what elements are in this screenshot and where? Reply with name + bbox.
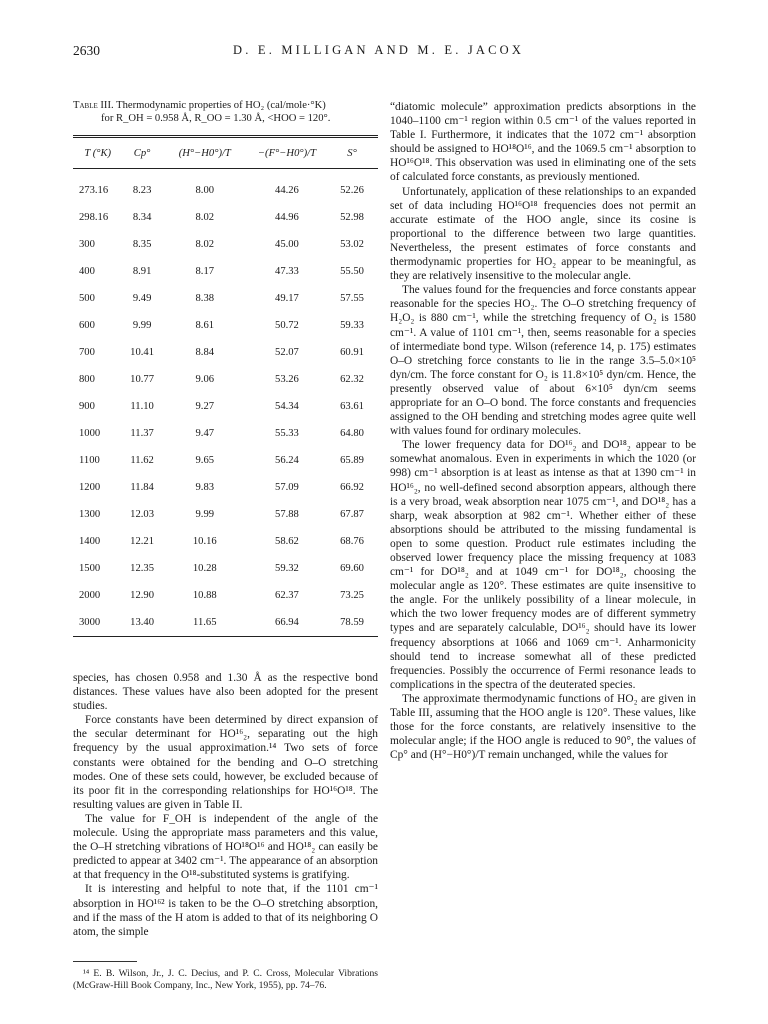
table-cell: 8.00 [195, 185, 215, 196]
table-header-row [73, 137, 378, 169]
column-header: −(F°−H0°)/T [257, 147, 316, 159]
table-cell: 53.02 [340, 239, 364, 250]
table-cell: 8.61 [195, 320, 215, 331]
table-cell: 63.61 [340, 401, 364, 412]
table-cell: 73.25 [340, 590, 364, 601]
table-cell: 8.91 [132, 266, 152, 277]
table-cell: 11.84 [130, 482, 154, 493]
table-cell: 12.90 [130, 590, 155, 601]
table-cell: 9.27 [195, 401, 215, 412]
table-cell: 9.06 [195, 374, 215, 385]
table-row [73, 555, 378, 582]
table-cell: 67.87 [340, 509, 364, 520]
column-header: Cp° [133, 147, 151, 159]
table-row [73, 420, 378, 447]
table-cell: 8.84 [195, 347, 215, 358]
table-row [73, 447, 378, 474]
table-cell: 58.62 [275, 536, 299, 547]
table-cell: 56.24 [275, 455, 299, 466]
paragraph: Force constants have been determined by direct expansion of the secular determinant for HO¹⁶₂, separating out the high frequency by the usual approximation.¹⁴ Two sets of force constants were obtained for the bending and O–O stretching modes. One of these sets could, however, be excluded because of its poor fit in the corresponding relationships for HO¹⁶O¹⁸. The resulting values are given in Table II. [73, 714, 378, 811]
table-cell: 1300 [79, 509, 101, 520]
table-cell: 2000 [79, 590, 101, 601]
table-cell: 59.33 [340, 320, 364, 331]
table-cell: 65.89 [340, 455, 364, 466]
table-label: Table III. [73, 100, 114, 111]
table-cell: 52.26 [340, 185, 364, 196]
table-caption [73, 100, 378, 125]
table-cell: 1400 [79, 536, 101, 547]
column-header: (H°−H0°)/T [178, 147, 231, 159]
table-cell: 298.16 [79, 212, 109, 223]
table-cell: 9.83 [195, 482, 215, 493]
paragraph: The values found for the frequencies and force constants appear reasonable for the species HO₂. The O–O stretching frequency of H₂O₂ is 880 cm⁻¹, while the stretching frequency of O₂ is 1580 cm⁻¹. A value of 1101 cm⁻¹, then, seems reasonable for a species of intermediate bond type. Wilson (reference 14, p. 175) estimates O–O stretching force constants to lie in the range 3.5–5.0×10⁵ dyn/cm. The force constant for O₂ is 11.8×10⁵ dyn/cm. Hence, the presently observed value of about 6×10⁵ dyn/cm seems appropriate for an O–O bond. The force constants and frequencies assigned to the OH bending and stretching modes agree quite well with values found for ordinary molecules. [390, 284, 696, 438]
table-caption-line1: Thermodynamic properties of HO₂ (cal/mole·°K) [116, 100, 326, 111]
table-cell: 10.16 [192, 536, 217, 547]
table-cell: 60.91 [340, 347, 364, 358]
table-cell: 52.07 [275, 347, 299, 358]
running-title: D. E. MILLIGAN AND M. E. JACOX [233, 43, 525, 57]
table-cell: 10.28 [192, 563, 217, 574]
table-row [73, 474, 378, 501]
table-cell: 66.94 [275, 617, 299, 628]
table-cell: 10.77 [130, 374, 155, 385]
table-cell: 47.33 [275, 266, 299, 277]
table-row [73, 393, 378, 420]
table-cell: 10.88 [192, 590, 217, 601]
table-cell: 62.37 [275, 590, 299, 601]
table-cell: 12.21 [130, 536, 155, 547]
table-row [73, 528, 378, 555]
table-cell: 10.41 [130, 347, 155, 358]
table-cell: 45.00 [275, 239, 299, 250]
table-cell: 11.37 [130, 428, 154, 439]
table-cell: 66.92 [340, 482, 364, 493]
table-cell: 500 [79, 293, 95, 304]
table-row [73, 501, 378, 528]
table-cell: 300 [79, 239, 95, 250]
table-row [73, 609, 378, 637]
table-cell: 12.35 [130, 563, 155, 574]
table-cell: 11.10 [130, 401, 154, 412]
right-column [390, 100, 696, 762]
table-cell: 8.02 [195, 239, 215, 250]
page-header [73, 43, 695, 61]
table-cell: 69.60 [340, 563, 364, 574]
paragraph: species, has chosen 0.958 and 1.30 Å as the respective bond distances. These values have also been adopted for the present studies. [73, 672, 378, 713]
paragraph: Unfortunately, application of these relationships to an expanded set of data including HO¹⁶O¹⁸ frequencies does not permit an accurate estimate of the HOO angle, since its cosine is proportional to the difference between two large quantities. Nevertheless, the present estimates of force constants and thermodynamic properties for HO₂ appear to be meaningful, as they are relatively insensitive to the molecular angle. [390, 185, 696, 283]
table-cell: 1100 [79, 455, 100, 466]
table-cell: 8.38 [195, 293, 215, 304]
table-cell: 9.99 [132, 320, 152, 331]
footnote-divider [73, 961, 137, 962]
column-header: T (°K) [84, 147, 112, 159]
table-cell: 8.34 [132, 212, 152, 223]
table-row [73, 366, 378, 393]
table-cell: 57.88 [275, 509, 299, 520]
table-cell: 68.76 [340, 536, 364, 547]
table-cell: 57.09 [275, 482, 299, 493]
table-cell: 54.34 [275, 401, 299, 412]
table-cell: 13.40 [130, 617, 155, 628]
table-cell: 600 [79, 320, 95, 331]
table-cell: 62.32 [340, 374, 364, 385]
table-cell: 59.32 [275, 563, 299, 574]
paragraph: The value for F_OH is independent of the angle of the molecule. Using the appropriate mass parameters and this value, the O–H stretching vibrations of HO¹⁸O¹⁶ and HO¹⁸₂ can easily be predicted to appear at 3402 cm⁻¹. The appearance of an absorption at that frequency in the O¹⁸-substituted systems is gratifying. [73, 812, 378, 882]
table-cell: 400 [79, 266, 95, 277]
table-cell: 900 [79, 401, 95, 412]
paragraph: “diatomic molecule” approximation predicts absorptions in the 1040–1100 cm⁻¹ region within 0.5 cm⁻¹ of the values reported in Table I. Furthermore, it indicates that the 1072 cm⁻¹ absorption should be assigned to HO¹⁸O¹⁶, and the 1069.5 cm⁻¹ absorption to HO¹⁶O¹⁸. This observation was used in eliminating one of the sets of calculated force constants, as previously mentioned. [390, 101, 696, 184]
table-row [73, 258, 378, 285]
table-cell: 700 [79, 347, 95, 358]
table-cell: 53.26 [275, 374, 299, 385]
table-cell: 9.47 [195, 428, 215, 439]
table-cell: 44.96 [275, 212, 299, 223]
table-cell: 9.99 [195, 509, 215, 520]
table-cell: 8.17 [195, 266, 215, 277]
table-cell: 9.65 [195, 455, 215, 466]
table-row [73, 582, 378, 609]
table-cell: 9.49 [132, 293, 152, 304]
table-cell: 12.03 [130, 509, 155, 520]
table-cell: 55.33 [275, 428, 299, 439]
paragraph: It is interesting and helpful to note that, if the 1101 cm⁻¹ absorption in HO¹⁶² is taken to be the O–O stretching absorption, and if the mass of the H atom is added to that of its neighboring O atom, the simple [73, 883, 378, 938]
table-row [73, 339, 378, 366]
paragraph: The approximate thermodynamic functions of HO₂ are given in Table III, assuming that the HOO angle is 120°. These values, like those for the force constants, are relatively insensitive to the molecular angle; if the HOO angle is reduced to 90°, the values of Cp° and (H°−H0°)/T remain unchanged, while the values for [390, 692, 696, 762]
thermodynamic-table [73, 135, 378, 637]
table-cell: 3000 [79, 617, 101, 628]
table-cell: 273.16 [79, 185, 109, 196]
table-row [73, 285, 378, 312]
table-cell: 8.02 [195, 212, 215, 223]
table-row [73, 231, 378, 258]
table-cell: 11.65 [193, 617, 217, 628]
table-cell: 44.26 [275, 185, 299, 196]
footnote: ¹⁴ E. B. Wilson, Jr., J. C. Decius, and P. C. Cross, Molecular Vibrations (McGraw-Hill Book Company, Inc., New York, 1955), pp. 74–76. [73, 967, 378, 991]
column-header: S° [347, 147, 357, 159]
table-cell: 11.62 [130, 455, 154, 466]
table-row [73, 204, 378, 231]
table-cell: 8.23 [132, 185, 152, 196]
table-row [73, 312, 378, 339]
table-cell: 64.80 [340, 428, 364, 439]
table-cell: 49.17 [275, 293, 299, 304]
table-cell: 55.50 [340, 266, 364, 277]
table-cell: 57.55 [340, 293, 364, 304]
paragraph: The lower frequency data for DO¹⁶₂ and DO¹⁸₂ appear to be somewhat anomalous. Even in experiments in which the 1020 (or 998) cm⁻¹ absorption is at least as intense as that at 1390 cm⁻¹ in HO¹⁶₂, no well-defined second absorption appears, although there is a very broad, weak absorption near 1075 cm⁻¹, and DO¹⁸₂ has a sharp, weak absorption at 982 cm⁻¹. Whether either of these absorptions should be attributed to the missing fundamental is open to some question. Product rule estimates including the observed lower frequency place the missing frequency at 1083 cm⁻¹ for DO¹⁸₂ and at 1049 cm⁻¹ for DO¹⁸₂, choosing the molecular angle as 120°. These estimates are quite insensitive to the angle. For the unlikely possibility of a linear molecule, in which the two lower frequency modes are of different symmetry types and are separately calculable, DO¹⁶₂ should have its lower frequency absorptions at 1066 and 1069 cm⁻¹. Anharmonicity should tend to increase somewhat all of these predicted frequencies. Possibly the occurrence of Fermi resonance leads to complications in the spectra of the deuterated species. [390, 439, 696, 691]
left-column [73, 100, 378, 991]
table-cell: 50.72 [275, 320, 299, 331]
table-cell: 1500 [79, 563, 101, 574]
left-body-text [73, 671, 378, 939]
page-number: 2630 [73, 43, 100, 58]
table-cell: 52.98 [340, 212, 364, 223]
table-body [73, 169, 378, 637]
table-row [73, 169, 378, 205]
table-caption-line2: for R_OH = 0.958 Å, R_OO = 1.30 Å, <HOO = 120°. [101, 112, 331, 124]
table-cell: 1200 [79, 482, 101, 493]
table-cell: 1000 [79, 428, 101, 439]
table-cell: 78.59 [340, 617, 364, 628]
table-cell: 8.35 [132, 239, 152, 250]
table-cell: 800 [79, 374, 95, 385]
